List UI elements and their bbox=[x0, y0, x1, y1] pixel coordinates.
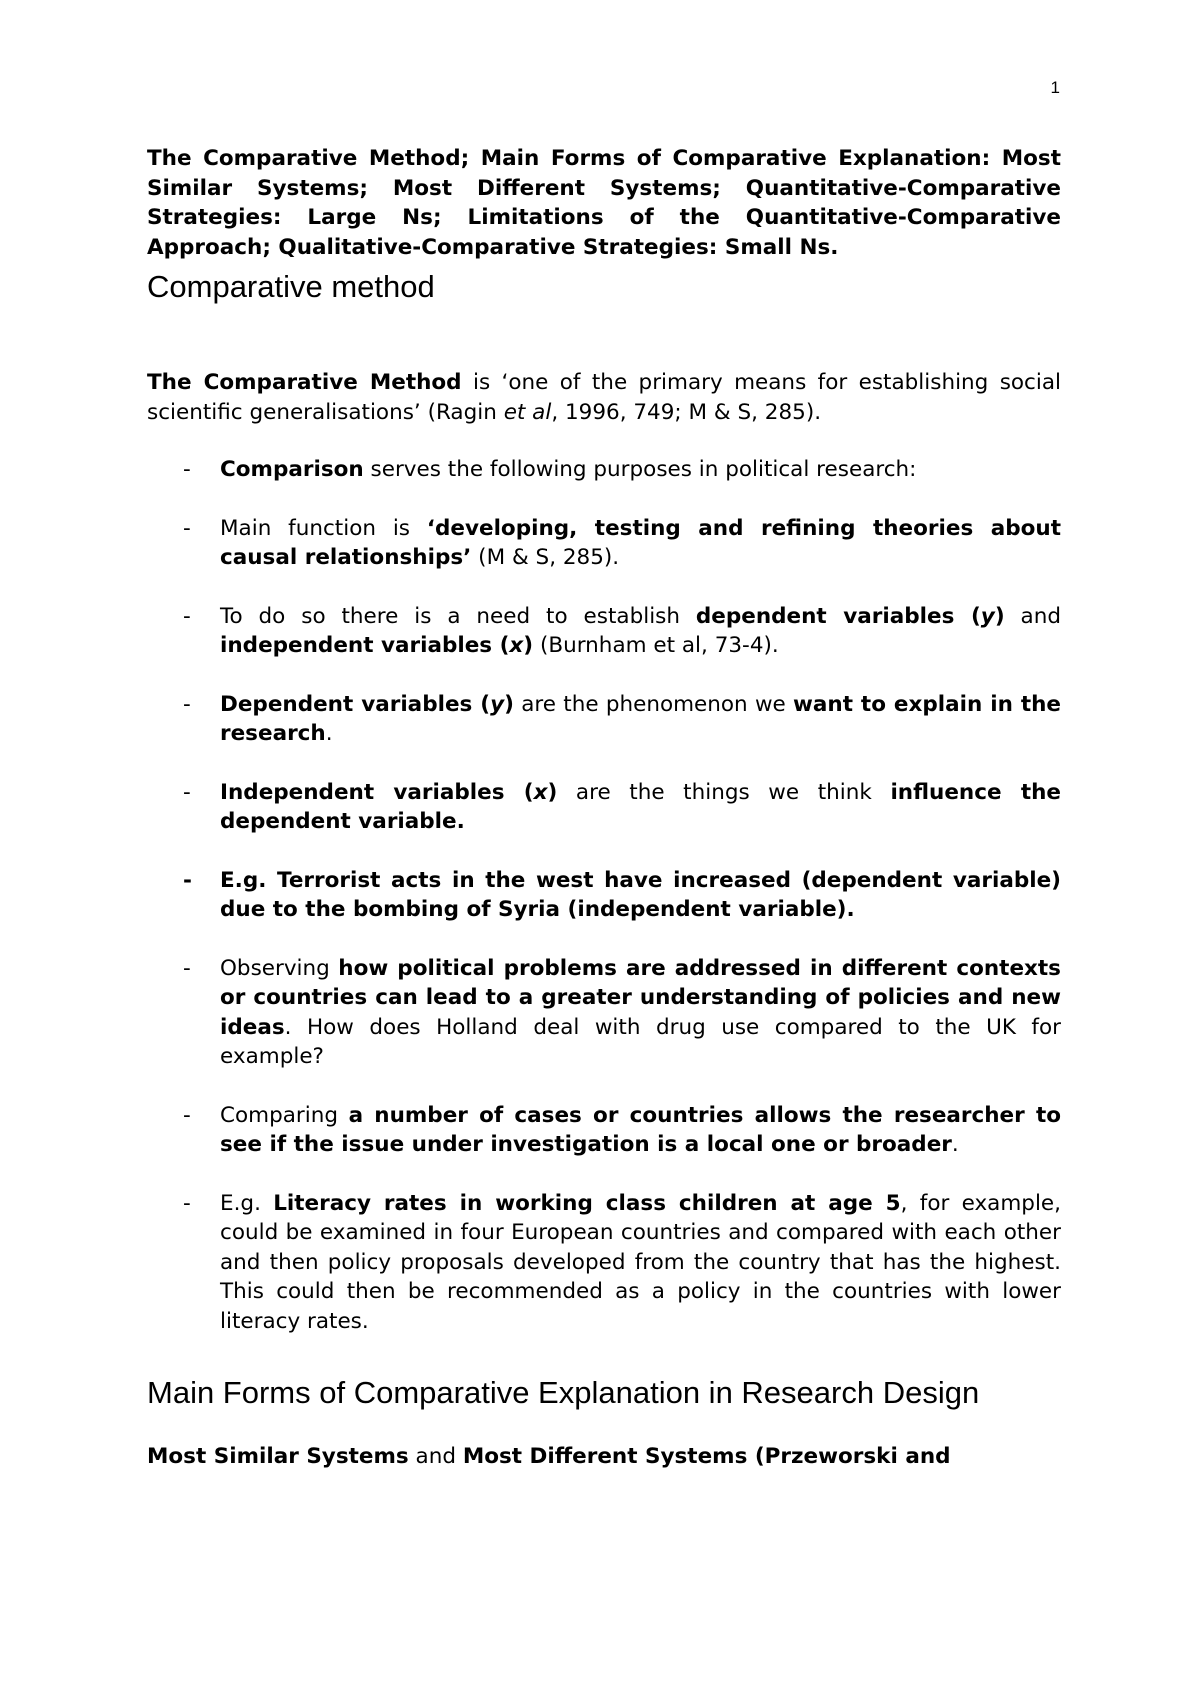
item-bold: Independent variables ( bbox=[220, 779, 534, 805]
variable-y: y bbox=[490, 691, 505, 717]
dash-marker: - bbox=[183, 779, 191, 805]
document-title-block: The Comparative Method; Main Forms of Comparative Explanation: Most Similar Systems; Most Different Systems; Quantitative-Comparative Strategies: Large Ns; Limitations of the Quantitative-Comparative Approach; Qualitative-Comparative Strategies: Small Ns. bbox=[147, 146, 1061, 260]
item-bold: Most Similar Systems bbox=[147, 1444, 409, 1469]
item-text: E.g. bbox=[220, 1190, 274, 1216]
item-bold-italic bbox=[509, 633, 523, 658]
dash-marker: - bbox=[183, 1190, 191, 1216]
item-bold-italic bbox=[981, 604, 995, 629]
dash-marker: - bbox=[183, 691, 191, 717]
item-bold: independent variables ( bbox=[220, 633, 510, 658]
item-bold: ) bbox=[504, 691, 514, 717]
item-bold: influence the dependent variable. bbox=[220, 779, 1061, 834]
list-item bbox=[147, 1101, 1061, 1160]
dash-marker: - bbox=[183, 955, 191, 981]
item-bold-italic bbox=[490, 692, 504, 717]
document-body bbox=[147, 144, 1061, 1472]
section-heading-main-forms: Main Forms of Comparative Explanation in Research Design bbox=[147, 1375, 980, 1410]
variable-x: x bbox=[533, 779, 548, 805]
item-bold: dependent variables ( bbox=[695, 603, 981, 629]
dash-marker: - bbox=[183, 515, 191, 541]
item-bold: Comparison bbox=[220, 457, 364, 482]
list-item bbox=[147, 602, 1061, 661]
list-item bbox=[147, 690, 1061, 749]
item-text: Comparing bbox=[220, 1102, 349, 1128]
item-bold: a number of cases or countries allows the researcher to see if the issue under investigation is a local one or broader bbox=[220, 1102, 1061, 1157]
item-bold: ) bbox=[547, 779, 558, 805]
item-bold: want to explain in the research bbox=[220, 691, 1061, 746]
item-bold-italic bbox=[534, 780, 548, 805]
item-text: serves the following purposes in political research: bbox=[363, 457, 917, 482]
item-bold: Literacy rates in working class children at age 5 bbox=[273, 1190, 901, 1216]
list-item bbox=[147, 514, 1061, 573]
intro-text: is ‘one of the primary means for establishing social scientific generalisations’ (Ragin bbox=[147, 370, 1062, 425]
item-text: To do so there is a need to establish bbox=[220, 603, 696, 629]
list-item bbox=[147, 778, 1061, 837]
dash-marker: - bbox=[183, 867, 192, 893]
variable-y: y bbox=[980, 603, 995, 629]
intro-bold-lead: The Comparative Method bbox=[147, 370, 462, 395]
list-item bbox=[147, 866, 1061, 925]
dash-marker: - bbox=[183, 1102, 191, 1128]
list-item bbox=[147, 1189, 1061, 1337]
item-text: are the things we think bbox=[557, 779, 891, 805]
item-text: (Burnham et al, 73-4). bbox=[533, 633, 779, 658]
bullet-list bbox=[147, 455, 1061, 1336]
item-text: , for example, could be examined in four European countries and compared with each other and then policy proposals developed from the country that has the highest. This could then be recommended as a policy in the countries with lower literacy rates. bbox=[220, 1190, 1061, 1334]
dash-marker: - bbox=[183, 457, 191, 482]
item-text: Main function is bbox=[220, 515, 427, 541]
page-number: 1 bbox=[1050, 78, 1060, 97]
intro-citation: , 1996, 749; M & S, 285). bbox=[551, 399, 822, 425]
item-text: Observing bbox=[220, 955, 339, 981]
dash-marker: - bbox=[183, 603, 191, 629]
item-bold: Most Different Systems (Przeworski and bbox=[462, 1444, 951, 1469]
intro-italic: et al bbox=[503, 399, 552, 425]
list-item bbox=[147, 455, 1061, 485]
variable-x: x bbox=[509, 633, 524, 658]
section-heading-comparative-method: Comparative method bbox=[147, 269, 435, 304]
item-text: . bbox=[325, 721, 333, 746]
item-text: . How does Holland deal with drug use compared to the UK for example? bbox=[220, 1014, 1061, 1069]
item-bold: E.g. Terrorist acts in the west have increased (dependent variable) due to the bombing of Syria (independent variable). bbox=[220, 867, 1061, 922]
item-text: (M & S, 285). bbox=[471, 545, 620, 570]
list-item bbox=[147, 954, 1061, 1072]
item-text: are the phenomenon we bbox=[513, 691, 794, 717]
paragraph-most-similar-systems bbox=[147, 1442, 1061, 1472]
item-bold: ) bbox=[523, 633, 534, 658]
item-text: and bbox=[408, 1444, 463, 1469]
item-text: and bbox=[1004, 603, 1061, 629]
item-bold: ) bbox=[994, 603, 1005, 629]
intro-paragraph bbox=[147, 368, 1061, 427]
item-bold: Dependent variables ( bbox=[220, 691, 491, 717]
item-bold: ‘developing, testing and refining theories about causal relationships’ bbox=[220, 515, 1061, 570]
item-text: . bbox=[951, 1132, 959, 1157]
item-bold: how political problems are addressed in different contexts or countries can lead to a greater understanding of policies and new ideas bbox=[220, 955, 1061, 1040]
